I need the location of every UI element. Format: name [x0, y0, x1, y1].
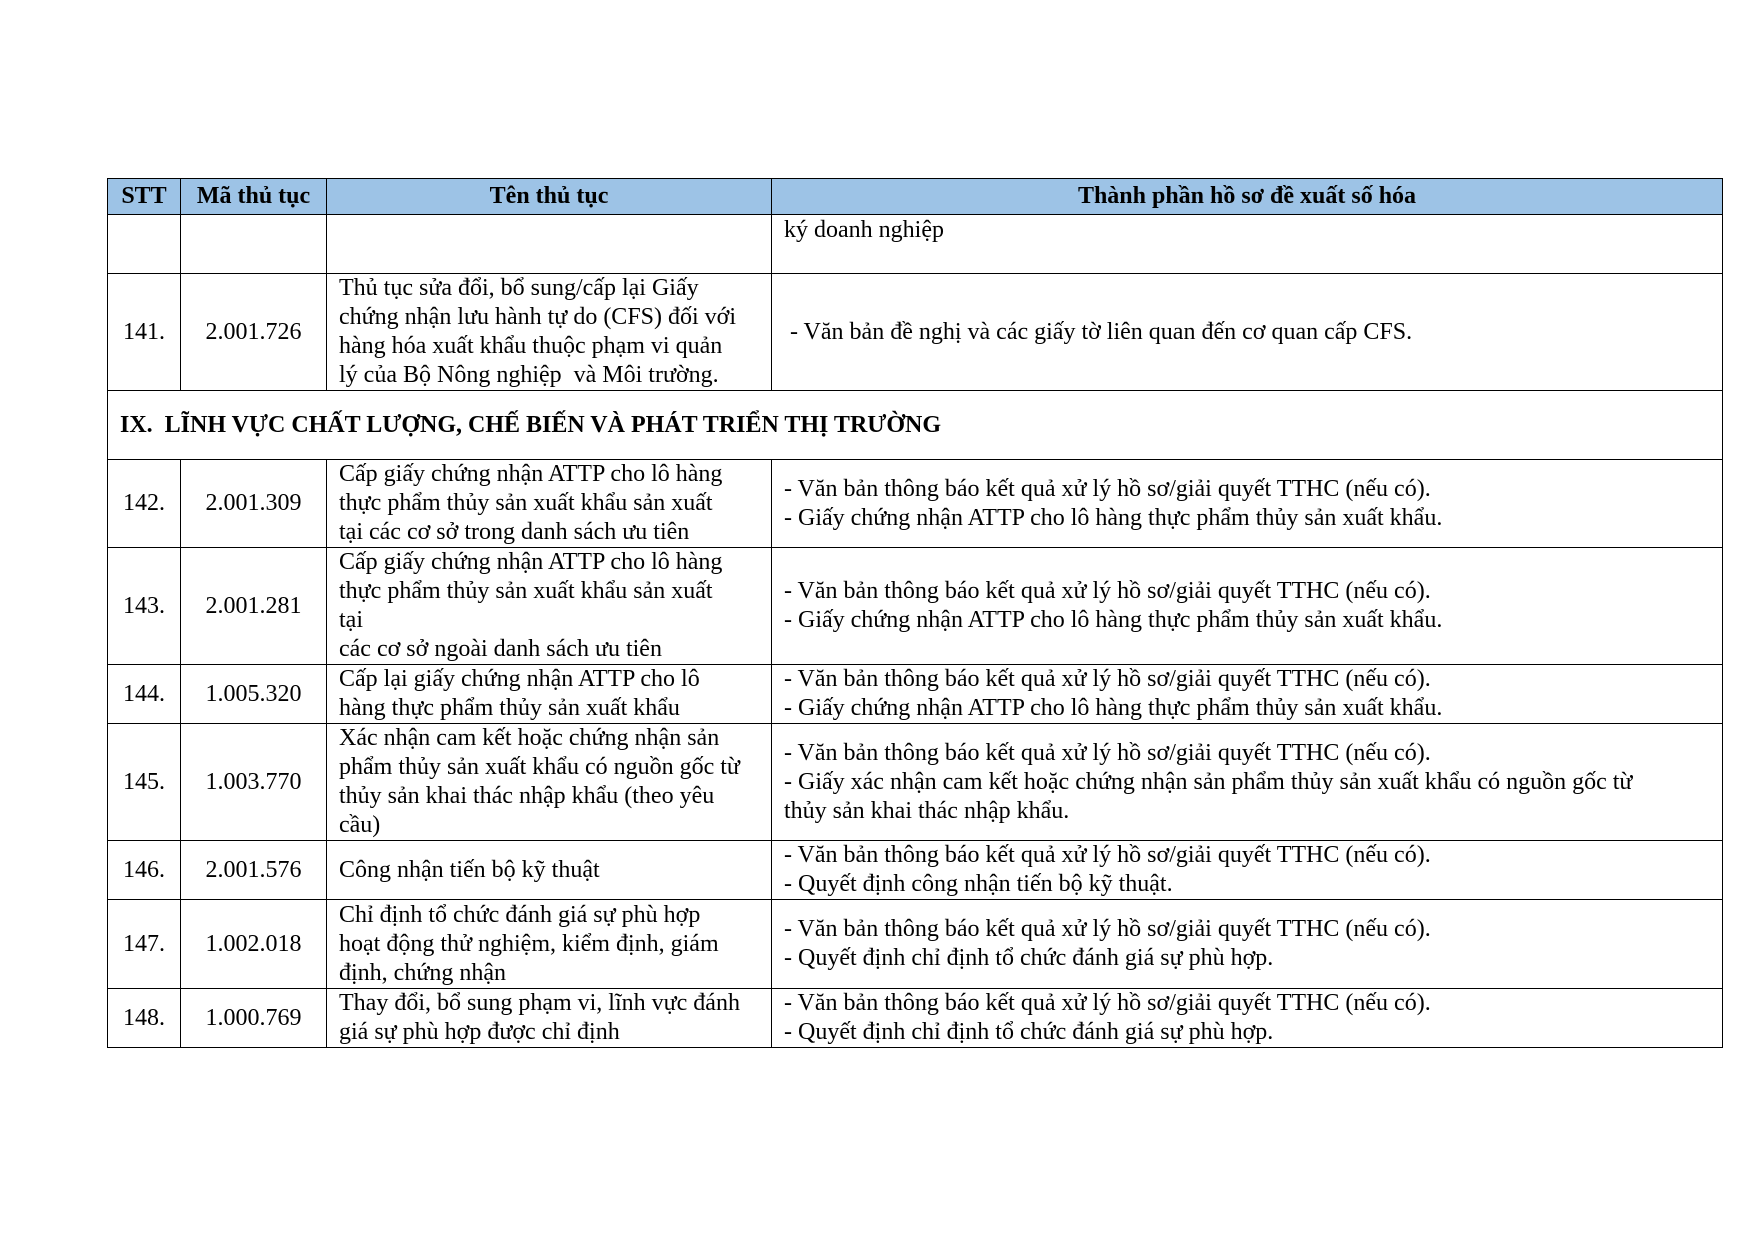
docs-cell: - Văn bản thông báo kết quả xử lý hồ sơ/giải quyết TTHC (nếu có). - Giấy chứng nhận ATTP cho lô hàng thực phẩm thủy sản xuất khẩu. [772, 460, 1723, 548]
stt-cell: 145. [108, 724, 181, 841]
stt-cell: 141. [108, 274, 181, 391]
header-name: Tên thủ tục [327, 179, 772, 215]
stt-cell: 142. [108, 460, 181, 548]
code-cell: 1.002.018 [181, 900, 327, 989]
name-cell: Thủ tục sửa đổi, bổ sung/cấp lại Giấy chứng nhận lưu hành tự do (CFS) đối với hàng hóa xuất khẩu thuộc phạm vi quản lý của Bộ Nông nghiệp và Môi trường. [327, 274, 772, 391]
table-row [108, 274, 1723, 391]
table-header-row [108, 179, 1723, 215]
stt-cell: 144. [108, 665, 181, 724]
stt-cell: 143. [108, 548, 181, 665]
table-row [108, 989, 1723, 1048]
docs-cell: - Văn bản thông báo kết quả xử lý hồ sơ/giải quyết TTHC (nếu có). - Giấy chứng nhận ATTP cho lô hàng thực phẩm thủy sản xuất khẩu. [772, 665, 1723, 724]
code-cell: 1.003.770 [181, 724, 327, 841]
name-cell: Công nhận tiến bộ kỹ thuật [327, 841, 772, 900]
code-cell: 1.005.320 [181, 665, 327, 724]
section-heading-row [108, 391, 1723, 460]
code-cell: 2.001.281 [181, 548, 327, 665]
header-code: Mã thủ tục [181, 179, 327, 215]
docs-cell: - Văn bản thông báo kết quả xử lý hồ sơ/giải quyết TTHC (nếu có). - Quyết định công nhận tiến bộ kỹ thuật. [772, 841, 1723, 900]
name-cell: Cấp lại giấy chứng nhận ATTP cho lô hàng thực phẩm thủy sản xuất khẩu [327, 665, 772, 724]
name-cell [327, 215, 772, 274]
stt-cell: 146. [108, 841, 181, 900]
name-cell: Thay đổi, bổ sung phạm vi, lĩnh vực đánh giá sự phù hợp được chỉ định [327, 989, 772, 1048]
header-stt: STT [108, 179, 181, 215]
procedures-table [107, 178, 1723, 1048]
name-cell: Xác nhận cam kết hoặc chứng nhận sản phẩm thủy sản xuất khẩu có nguồn gốc từ thủy sản khai thác nhập khẩu (theo yêu cầu) [327, 724, 772, 841]
name-cell: Chỉ định tổ chức đánh giá sự phù hợp hoạt động thử nghiệm, kiểm định, giám định, chứng nhận [327, 900, 772, 989]
table-row [108, 665, 1723, 724]
docs-cell: ký doanh nghiệp [772, 215, 1723, 274]
table-row [108, 548, 1723, 665]
stt-cell [108, 215, 181, 274]
table-row [108, 724, 1723, 841]
table-row [108, 841, 1723, 900]
section-heading: IX. LĨNH VỰC CHẤT LƯỢNG, CHẾ BIẾN VÀ PHÁT TRIỂN THỊ TRƯỜNG [108, 391, 1723, 460]
table-row [108, 460, 1723, 548]
table-row [108, 215, 1723, 274]
code-cell [181, 215, 327, 274]
code-cell: 2.001.309 [181, 460, 327, 548]
docs-cell: - Văn bản thông báo kết quả xử lý hồ sơ/giải quyết TTHC (nếu có). - Quyết định chỉ định tổ chức đánh giá sự phù hợp. [772, 900, 1723, 989]
stt-cell: 147. [108, 900, 181, 989]
name-cell: Cấp giấy chứng nhận ATTP cho lô hàng thực phẩm thủy sản xuất khẩu sản xuất tại các cơ sở trong danh sách ưu tiên [327, 460, 772, 548]
docs-cell: - Văn bản thông báo kết quả xử lý hồ sơ/giải quyết TTHC (nếu có). - Giấy xác nhận cam kết hoặc chứng nhận sản phẩm thủy sản xuất khẩu có nguồn gốc từ thủy sản khai thác nhập khẩu. [772, 724, 1723, 841]
stt-cell: 148. [108, 989, 181, 1048]
code-cell: 1.000.769 [181, 989, 327, 1048]
docs-cell: - Văn bản thông báo kết quả xử lý hồ sơ/giải quyết TTHC (nếu có). - Giấy chứng nhận ATTP cho lô hàng thực phẩm thủy sản xuất khẩu. [772, 548, 1723, 665]
header-docs: Thành phần hồ sơ đề xuất số hóa [772, 179, 1723, 215]
code-cell: 2.001.576 [181, 841, 327, 900]
docs-cell: - Văn bản đề nghị và các giấy tờ liên quan đến cơ quan cấp CFS. [772, 274, 1723, 391]
table-row [108, 900, 1723, 989]
name-cell: Cấp giấy chứng nhận ATTP cho lô hàng thực phẩm thủy sản xuất khẩu sản xuất tại các cơ sở ngoài danh sách ưu tiên [327, 548, 772, 665]
code-cell: 2.001.726 [181, 274, 327, 391]
docs-cell: - Văn bản thông báo kết quả xử lý hồ sơ/giải quyết TTHC (nếu có). - Quyết định chỉ định tổ chức đánh giá sự phù hợp. [772, 989, 1723, 1048]
